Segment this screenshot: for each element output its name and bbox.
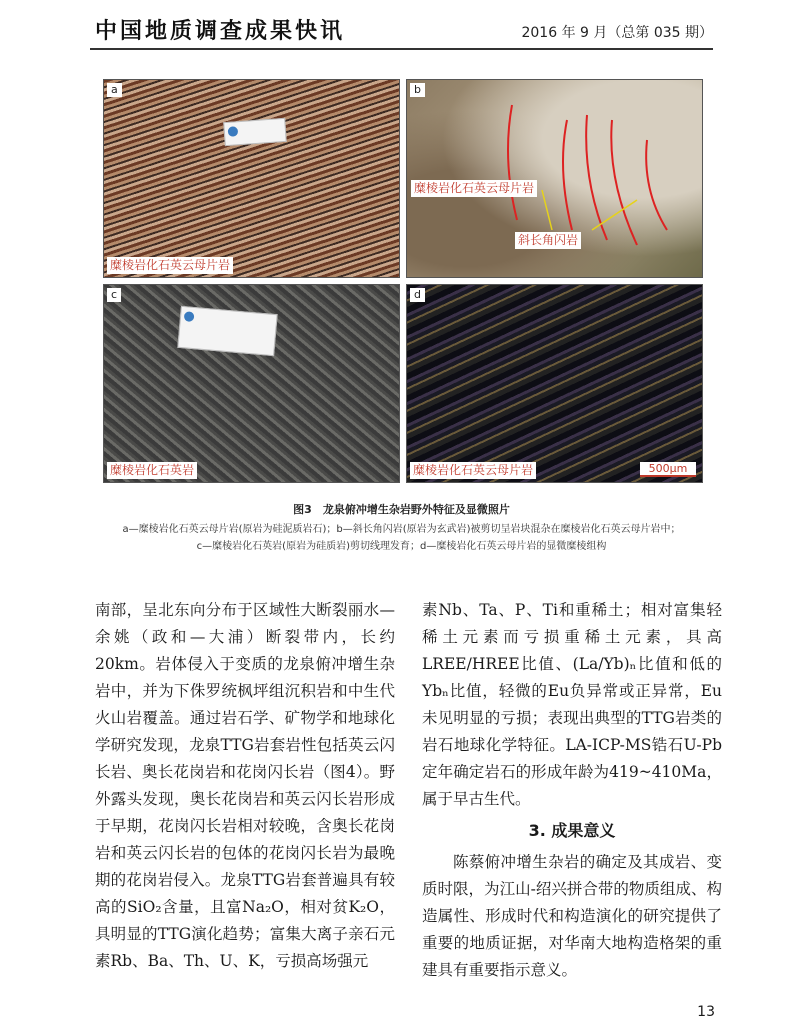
sample-card <box>223 118 287 146</box>
section-text: 陈蔡俯冲增生杂岩的确定及其成岩、变质时限，为江山-绍兴拼合带的物质组成、构造属性、形成时代和构造演化的研究提供了重要的地质证据，对华南大地构造格架的重建具有重要指示意义。 <box>422 853 722 979</box>
panel-label-c: 糜棱岩化石英岩 <box>107 462 197 479</box>
panel-letter-d: d <box>410 288 425 302</box>
figure-3 <box>103 79 705 483</box>
scale-bar: 500μm <box>640 462 696 477</box>
sample-card <box>177 306 277 356</box>
panel-letter-c: c <box>107 288 121 302</box>
page-number: 13 <box>697 1004 715 1020</box>
panel-label-d: 糜棱岩化石英云母片岩 <box>410 462 536 479</box>
figure-caption-line-2: c—糜棱岩化石英岩(原岩为硅质岩)剪切线理发育；d—糜棱岩化石英云母片岩的显微糜棱组构 <box>196 541 607 552</box>
photo-panel-a <box>103 79 400 278</box>
left-column <box>95 597 395 975</box>
header-divider <box>90 48 713 50</box>
section-heading: 3. 成果意义 <box>528 821 616 840</box>
panel-letter-a: a <box>107 83 122 97</box>
panel-label-a: 糜棱岩化石英云母片岩 <box>107 257 233 274</box>
photo-panel-d <box>406 284 703 483</box>
photo-panel-c <box>103 284 400 483</box>
left-column-text: 南部，呈北东向分布于区域性大断裂丽水—余姚（政和—大浦）断裂带内，长约20km。岩体侵入于变质的龙泉俯冲增生杂岩中，并为下侏罗统枫坪组沉积岩和中生代火山岩覆盖。通过岩石学、矿物学和地球化学研究发现，龙泉TTG岩套岩性包括英云闪长岩、奥长花岗岩和花岗闪长岩（图4）。野外露头发现，奥长花岗岩和英云闪长岩形成于早期，花岗闪长岩相对较晚，含奥长花岗岩和英云闪长岩的包体的花岗闪长岩为最晚期的花岗岩侵入。龙泉TTG岩套普遍具有较高的SiO₂含量，且富Na₂O，相对贫K₂O，具明显的TTG演化趋势；富集大离子亲石元素Rb、Ba、Th、U、K，亏损高场强元 <box>95 601 395 970</box>
panel-label-b1: 糜棱岩化石英云母片岩 <box>411 180 537 197</box>
panel-letter-b: b <box>410 83 425 97</box>
panel-label-b2: 斜长角闪岩 <box>515 232 581 249</box>
right-column-text: 素Nb、Ta、P、Ti和重稀土；相对富集轻稀土元素而亏损重稀土元素，具高LREE/HREE比值、(La/Yb)ₙ比值和低的Ybₙ比值，轻微的Eu负异常或正异常，Eu未见明显的亏损；表现出典型的TTG岩类的岩石地球化学特征。LA-ICP-MS锆石U-Pb定年确定岩石的形成年龄为419~410Ma，属于早古生代。 <box>422 601 722 808</box>
photo-panel-b <box>406 79 703 278</box>
section-body <box>422 849 722 984</box>
right-column <box>422 597 722 813</box>
issue-label: 2016 年 9 月（总第 035 期） <box>521 25 713 41</box>
figure-caption-line-1: a—糜棱岩化石英云母片岩(原岩为硅泥质岩石)；b—斜长角闪岩(原岩为玄武岩)被剪切呈岩块混杂在糜棱岩化石英云母片岩中； <box>122 524 681 535</box>
journal-title: 中国地质调查成果快讯 <box>95 18 346 44</box>
figure-title: 图3 龙泉俯冲增生杂岩野外特征及显微照片 <box>293 503 510 516</box>
